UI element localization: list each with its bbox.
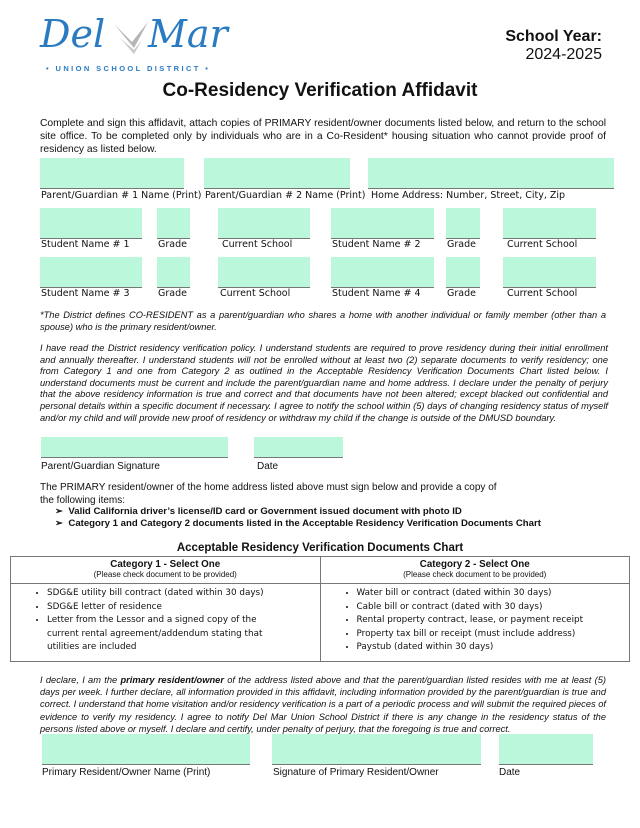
category1-item[interactable]: • Letter from the Lessor and a signed copy of the current rental agreement/addendum stating that utilities are included [47,614,290,655]
primary-item: ➢ Valid California driver’s license/ID card or Government issued document with photo ID [55,506,462,517]
student1-grade-label: Grade [158,239,187,250]
category2-item[interactable]: • Paystub (dated within 30 days) [357,641,630,655]
primary-signature-input[interactable] [272,734,481,765]
category1-list [11,584,321,662]
student1-grade-input[interactable] [157,208,190,239]
student3-school-input[interactable] [218,257,310,288]
student1-name-label: Student Name # 1 [41,239,130,250]
student1-name-input[interactable] [40,208,142,239]
intro-text: Complete and sign this affidavit, attach copies of PRIMARY resident/owner documents listed below, and return to the school site office. To be completed only by individuals who are in a Co-Resident* housing situation who cannot provide proof of residency as listed below. [40,118,606,155]
category2-list [320,584,630,662]
student2-name-input[interactable] [331,208,434,239]
school-year-value: 2024-2025 [525,46,602,63]
student4-grade-label: Grade [447,288,476,299]
student4-grade-input[interactable] [446,257,480,288]
primary-name-label: Primary Resident/Owner Name (Print) [42,767,211,778]
student4-school-label: Current School [507,288,578,299]
student3-grade-label: Grade [158,288,187,299]
primary-intro: The PRIMARY resident/owner of the home address listed above must sign below and provide a copy of the following items: [40,482,497,506]
student1-school-label: Current School [222,239,293,250]
co-resident-footnote: *The District defines CO-RESIDENT as a parent/guardian who shares a home with another individual or family member (other than a spouse) who is the primary resident/owner. [40,310,606,333]
home-address-label: Home Address: Number, Street, City, Zip [371,190,566,201]
primary-signature-label: Signature of Primary Resident/Owner [273,767,439,778]
primary-name-input[interactable] [42,734,250,765]
category1-header: Category 1 - Select One (Please check document to be provided) [11,557,321,584]
category2-item[interactable]: • Rental property contract, lease, or payment receipt [357,614,630,628]
student2-school-input[interactable] [503,208,596,239]
primary-date-label: Date [499,767,521,778]
primary-item: ➢ Category 1 and Category 2 documents listed in the Acceptable Residency Verification Documents Chart [55,518,541,529]
category2-item[interactable]: • Cable bill or contract (dated with 30 days) [357,601,630,615]
parent2-name-label: Parent/Guardian # 2 Name (Print) [205,190,366,201]
school-year-label: School Year: [505,28,602,45]
category1-item[interactable]: • SDG&E utility bill contract (dated within 30 days) [47,587,290,601]
parent1-name-input[interactable] [40,158,184,189]
category2-item[interactable]: • Water bill or contract (dated within 30 days) [357,587,630,601]
category2-header: Category 2 - Select One (Please check document to be provided) [320,557,630,584]
parent-date-label: Date [257,461,279,472]
student2-grade-label: Grade [447,239,476,250]
category1-item[interactable]: • SDG&E letter of residence [47,601,290,615]
chart-title: Acceptable Residency Verification Documents Chart [176,542,464,554]
student3-name-label: Student Name # 3 [41,288,130,299]
student3-school-label: Current School [220,288,291,299]
declaration-text: I declare, I am the primary resident/owner of the address listed above and that the parent/guardian listed resides with me at least (5) days per week. I further declare, all information provided in this affidavit, including information provided by the parent/guardian is true and correct. I understand that home visitation and/or residency verification is a part of a periodic process and will submit the required pieces of evidence to verify my residency. I agree to notify Del Mar Union School District if there is any change in the residency status of the persons listed above or myself. I declare and certify, under penalty of perjury, that the foregoing is true and correct. [40,675,607,734]
student2-school-label: Current School [507,239,578,250]
student1-school-input[interactable] [218,208,310,239]
primary-date-input[interactable] [499,734,593,765]
student4-name-input[interactable] [331,257,434,288]
arrow-bullet-icon: ➢ [55,518,64,529]
documents-chart [10,556,630,662]
arrow-bullet-icon: ➢ [55,506,64,517]
district-logo: Del Mar • UNION SCHOOL DISTRICT • [40,12,228,73]
student3-name-input[interactable] [40,257,142,288]
bird-icon [112,20,152,56]
student2-grade-input[interactable] [446,208,480,239]
category2-item[interactable]: • Property tax bill or receipt (must include address) [357,628,630,642]
page-title: Co-Residency Verification Affidavit [162,80,478,101]
student4-name-label: Student Name # 4 [332,288,421,299]
parent-date-input[interactable] [254,437,343,458]
student3-grade-input[interactable] [157,257,190,288]
policy-text: I have read the District residency verification policy. I understand students are required to prove residency during their initial enrollment and annually thereafter. I understand students will not be enrolled without at least two (2) separate documents to verify residency; one from Category 1 and one from Category 2 as outlined in the Acceptable Residency Verification Documents Chart listed below. I understand documents must be current and include the parent/guardian name and home address. I declare under the penalty of perjury that the above residency information is true and correct and that documents have not been altered; except blacked out confidential and personal details within a specific document if necessary. I agree to notify the school within (5) days of changing residency status of myself and/or my child and will provide new proof of residency or withdraw my child if the change is outside of the DMUSD boundary. [40,343,608,423]
home-address-input[interactable] [368,158,614,189]
student4-school-input[interactable] [503,257,596,288]
parent2-name-input[interactable] [204,158,350,189]
student2-name-label: Student Name # 2 [332,239,421,250]
parent-signature-input[interactable] [41,437,228,458]
parent1-name-label: Parent/Guardian # 1 Name (Print) [41,190,202,201]
parent-signature-label: Parent/Guardian Signature [41,461,160,472]
